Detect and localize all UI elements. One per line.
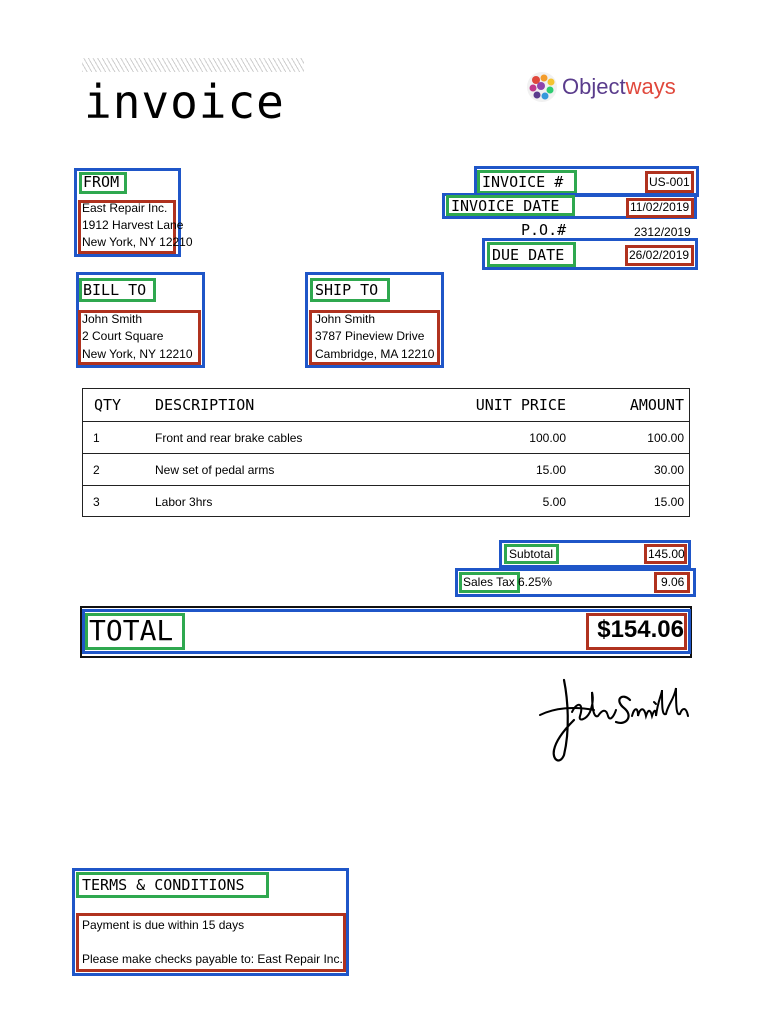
sales-tax-label: Sales Tax: [463, 575, 515, 589]
terms-line-1: Payment is due within 15 days: [82, 918, 245, 932]
due-date-label: DUE DATE: [492, 246, 565, 264]
due-date-value: 26/02/2019: [629, 248, 690, 262]
bill-to-line-1: John Smith: [82, 312, 143, 326]
row-description: New set of pedal arms: [155, 463, 275, 477]
column-header-amount: AMOUNT: [629, 396, 684, 414]
from-label: FROM: [83, 173, 120, 191]
from-line-3: New York, NY 12210: [82, 235, 193, 249]
row-description: Labor 3hrs: [155, 495, 213, 509]
ship-to-label: SHIP TO: [315, 281, 379, 299]
row-qty: 2: [93, 463, 100, 477]
total-value: $154.06: [597, 616, 684, 643]
terms-label: TERMS & CONDITIONS: [82, 876, 245, 894]
invoice-number-value: US-001: [649, 175, 690, 189]
invoice-date-value: 11/02/2019: [630, 200, 690, 214]
invoice-number-label: INVOICE #: [482, 173, 564, 191]
ship-to-line-2: 3787 Pineview Drive: [315, 329, 425, 343]
subtotal-value: 145.00: [648, 547, 685, 561]
row-amount: 30.00: [653, 463, 684, 477]
ship-to-line-3: Cambridge, MA 12210: [315, 347, 435, 361]
from-line-1: East Repair Inc.: [82, 201, 168, 215]
column-header-unit-price: UNIT PRICE: [475, 396, 566, 414]
invoice-date-label: INVOICE DATE: [451, 197, 560, 215]
column-header-description: DESCRIPTION: [155, 396, 255, 414]
terms-line-2: Please make checks payable to: East Repair Inc.: [82, 952, 343, 966]
ship-to-line-1: John Smith: [315, 312, 376, 326]
column-header-qty: QTY: [94, 396, 122, 414]
sales-tax-rate: 6.25%: [518, 575, 553, 589]
signature-image: [534, 670, 694, 770]
total-label: TOTAL: [89, 614, 174, 647]
row-qty: 3: [93, 495, 100, 509]
row-description: Front and rear brake cables: [155, 431, 303, 445]
page-title: invoice: [84, 75, 285, 129]
row-unit-price: 15.00: [535, 463, 566, 477]
bill-to-label: BILL TO: [83, 281, 147, 299]
po-value: 2312/2019: [634, 225, 691, 239]
subtotal-label: Subtotal: [509, 547, 554, 561]
header-hatch-decoration: [82, 58, 304, 72]
sales-tax-value: 9.06: [661, 575, 685, 589]
table-row: [83, 485, 689, 518]
row-unit-price: 100.00: [529, 431, 566, 445]
table-row: [83, 453, 689, 486]
logo-icon: [526, 71, 558, 103]
line-items-table: [82, 388, 690, 517]
row-amount: 100.00: [647, 431, 684, 445]
row-amount: 15.00: [653, 495, 684, 509]
bill-to-line-3: New York, NY 12210: [82, 347, 193, 361]
bill-to-line-2: 2 Court Square: [82, 329, 164, 343]
po-label: P.O.#: [521, 221, 567, 239]
logo-text: Objectways: [562, 74, 676, 99]
row-qty: 1: [93, 431, 100, 445]
from-line-2: 1912 Harvest Lane: [82, 218, 184, 232]
table-row: [83, 421, 689, 454]
row-unit-price: 5.00: [542, 495, 566, 509]
company-logo: [526, 70, 676, 104]
